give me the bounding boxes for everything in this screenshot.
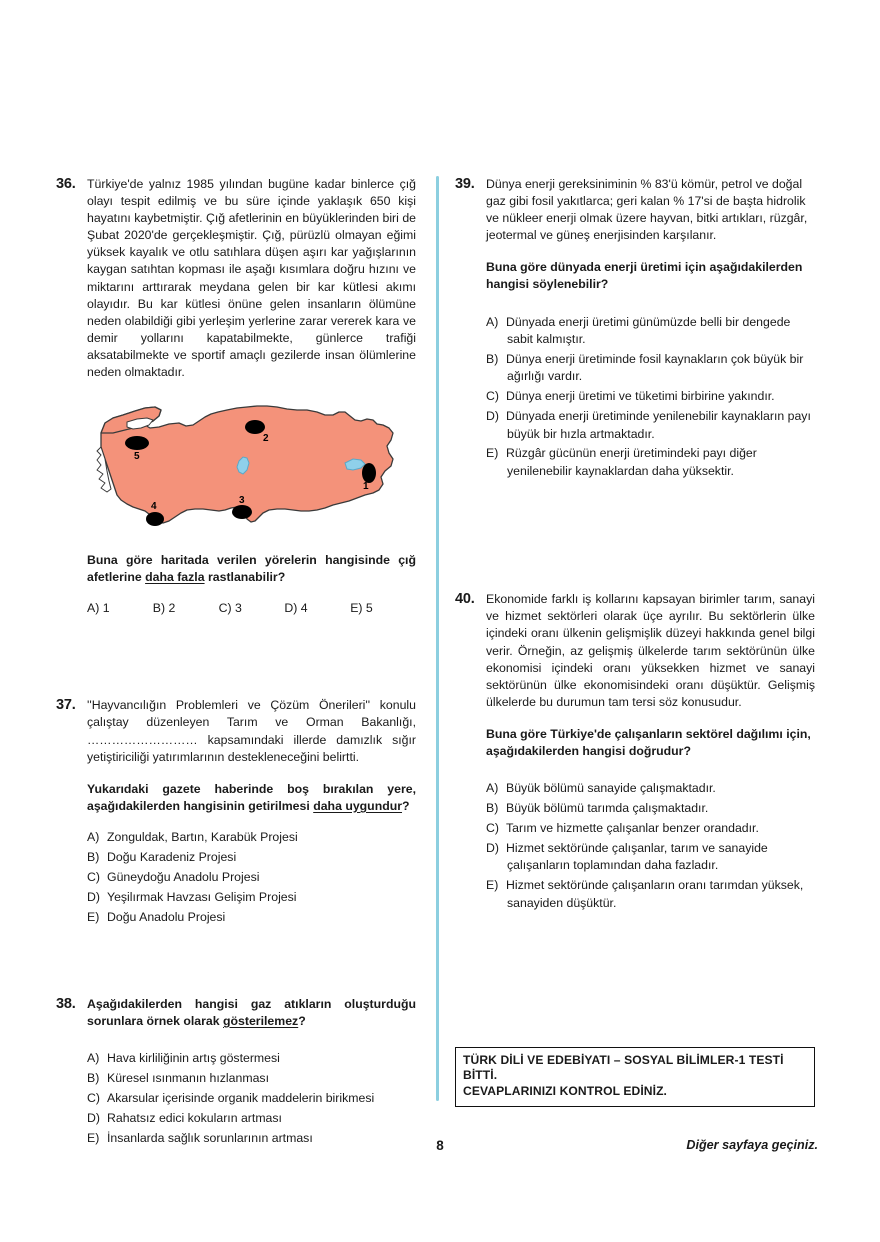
option-letter: C)	[486, 389, 499, 404]
option-item[interactable]	[486, 388, 815, 405]
option-letter: D)	[486, 840, 499, 855]
question-37-ask-after: ?	[402, 798, 410, 813]
question-40-ask: Buna göre Türkiye'de çalışanların sektörel dağılımı için, aşağıdakilerden hangisi doğrudur?	[486, 726, 811, 758]
option-text: Yeşilırmak Havzası Gelişim Projesi	[107, 889, 297, 904]
option-letter: C)	[486, 820, 499, 835]
question-37-ask-underline: daha uygundur	[313, 798, 403, 813]
option-item[interactable]	[486, 408, 815, 443]
question-39-stem: Dünya enerji gereksiniminin % 83'ü kömür, petrol ve doğal gaz gibi fosil yakıtlarca; geri kalan % 17'si de başta hidrolik ve nükleer enerji olmak üzere hayvan, bitki artıkları, rüzgâr, jeotermal ve güneş enerjisinden karşılanır.	[486, 177, 808, 243]
option-item[interactable]	[87, 829, 416, 846]
option-text: 3	[235, 601, 242, 616]
question-39	[455, 176, 815, 480]
option-text: Büyük bölümü tarımda çalışmaktadır.	[506, 800, 709, 815]
option-text: Hava kirliliğinin artış göstermesi	[107, 1051, 280, 1066]
option-text: Rahatsız edici kokuların artması	[107, 1110, 282, 1125]
option-text: Doğu Karadeniz Projesi	[107, 849, 237, 864]
notice-line-2: BİTTİ.	[463, 1068, 498, 1083]
left-column	[56, 176, 416, 1150]
option-item[interactable]	[87, 869, 416, 886]
question-38-number: 38.	[56, 995, 76, 1012]
option-letter: A)	[486, 314, 499, 329]
option-text: Rüzgâr gücünün enerji üretimindeki payı diğer yenilenebilir kaynaklardan daha yüksektir.	[506, 446, 757, 478]
option-letter: D)	[87, 889, 100, 904]
question-36-ask-before: Buna göre haritada verilen yörelerin hangisinde çığ afetlerine	[87, 553, 416, 585]
option-letter: E)	[87, 909, 100, 924]
question-38-ask-before: Aşağıdakilerden hangisi gaz atıkların oluşturduğu sorunlara örnek olarak	[87, 996, 416, 1028]
option-item[interactable]	[87, 909, 416, 926]
option-letter: B)	[152, 601, 166, 616]
question-38-ask-underline: gösterilemez	[223, 1014, 299, 1028]
question-38-ask-after: ?	[298, 1014, 306, 1028]
column-divider	[436, 176, 439, 1101]
question-36-stem: Türkiye'de yalnız 1985 yılından bugüne kadar binlerce çığ olayı tespit edilmiş ve bu süre içinde yaklaşık 650 kişi hayatını kaybetmiştir. Çığ afetlerinin en büyüklerinden biri de Şubat 2020'de gerçekleşmiştir. Çığ, pürüzlü olmayan eğimi yüksek kayalık ve otlu satıhlara düşen aşırı kar yağışlarının kaygan satıhtan kopması ile aşağı kısımlara doğru hızını ve miktarını arttırarak meydana gelen bir kar kütlesi akımı olayıdır. Bu kar kütlesi önüne gelen insanların ölümüne neden olabildiği gibi yerleşim yerlerine zarar vererek kara ve demir yollarını kapatabilmekte, günlerce trafiği aksatabilmekte ve sportif amaçlı gezilerde insan ölümlerine neden olmaktadır.	[87, 177, 416, 380]
map-marker-5	[125, 436, 149, 450]
option-letter: A)	[486, 781, 499, 796]
option-text: 1	[102, 601, 110, 616]
option-letter: B)	[87, 849, 100, 864]
option-item[interactable]	[87, 1110, 416, 1127]
option-item[interactable]	[486, 351, 815, 386]
question-37	[56, 697, 416, 926]
option-letter: A)	[87, 829, 100, 844]
option-text: Doğu Anadolu Projesi	[107, 909, 226, 924]
option-letter: B)	[87, 1071, 100, 1085]
question-38	[56, 996, 416, 1147]
question-39-ask: Buna göre dünyada enerji üretimi için aşağıdakilerden hangisi söylenebilir?	[486, 260, 803, 292]
option-letter: A)	[87, 1051, 100, 1066]
option-text: Küresel ısınmanın hızlanması	[107, 1071, 269, 1085]
question-36-options	[87, 601, 416, 615]
option-text: İnsanlarda sağlık sorunlarının artması	[107, 1130, 313, 1145]
question-36-ask-after: rastlanabilir?	[204, 570, 286, 585]
option-text: Hizmet sektöründe çalışanlar, tarım ve sanayide çalışanların toplamından daha fazladır.	[506, 840, 768, 873]
option-item[interactable]	[486, 840, 815, 875]
test-end-notice	[455, 1047, 815, 1107]
question-37-number: 37.	[56, 697, 76, 714]
question-37-ask	[87, 781, 416, 815]
option-item[interactable]	[87, 889, 416, 906]
option-letter: E)	[87, 1130, 100, 1145]
option-text: Akarsular içerisinde organik maddelerin birikmesi	[107, 1090, 375, 1105]
map-marker-2-label: 2	[263, 433, 269, 445]
page-number: 8	[436, 1138, 444, 1153]
option-item[interactable]	[486, 445, 815, 480]
option-row-item[interactable]	[284, 601, 350, 615]
option-text: 2	[168, 601, 176, 616]
option-item[interactable]	[87, 849, 416, 866]
question-36-ask-underline: daha fazla	[145, 570, 205, 585]
question-36-ask	[87, 552, 416, 586]
option-text: 4	[300, 601, 308, 616]
right-column	[455, 176, 815, 914]
question-36-number: 36.	[56, 176, 76, 192]
option-item[interactable]	[486, 877, 815, 912]
option-letter: C)	[218, 601, 232, 616]
option-letter: D)	[284, 601, 298, 616]
option-item[interactable]	[486, 314, 815, 349]
option-item[interactable]	[486, 780, 815, 797]
question-36	[56, 176, 416, 615]
map-marker-3-label: 3	[239, 495, 245, 507]
option-letter: C)	[87, 869, 100, 884]
map-marker-1-label: 1	[363, 481, 369, 493]
map-marker-2	[245, 420, 265, 434]
option-letter: A)	[87, 601, 100, 616]
option-letter: E)	[486, 446, 499, 461]
option-letter: E)	[486, 878, 499, 893]
question-38-ask	[87, 996, 416, 1030]
map-marker-5-label: 5	[134, 451, 140, 463]
option-text: Güneydoğu Anadolu Projesi	[107, 869, 260, 884]
turkey-map-figure	[87, 397, 407, 537]
question-40-stem: Ekonomide farklı iş kollarını kapsayan birimler tarım, sanayi ve hizmet sektörleri olarak üçe ayrılır. Bu sektörlerin ülke içindeki oranı ülkenin gelişmişlik düzeyi hakkında genel bilgi verir. Örneğin, az gelişmiş ülkelerde tarım sektörünün ülke ekonomisi içindeki oranı yüksekken hizmet ve sanayi sektörünün ülke ekonomisindeki oranı düşüktür. Gelişmiş ülkelerde bu durumun tam tersi söz konusudur.	[486, 592, 815, 709]
option-letter: E)	[350, 601, 363, 616]
option-text: Dünyada enerji üretimi günümüzde belli bir dengede sabit kalmıştır.	[506, 314, 791, 346]
question-39-options	[486, 314, 815, 481]
option-item[interactable]	[486, 820, 815, 837]
map-marker-3	[232, 505, 252, 519]
map-marker-4-label: 4	[151, 501, 157, 513]
turkey-map-svg	[87, 397, 407, 537]
option-text: Zonguldak, Bartın, Karabük Projesi	[107, 829, 298, 844]
next-page-note: Diğer sayfaya geçiniz.	[686, 1138, 818, 1152]
option-letter: B)	[486, 800, 499, 815]
option-text: Tarım ve hizmette çalışanlar benzer orandadır.	[506, 820, 759, 835]
option-text: Büyük bölümü sanayide çalışmaktadır.	[506, 781, 716, 796]
option-text: Dünya enerji üretimi ve tüketimi birbirine yakındır.	[506, 389, 775, 404]
option-row-item[interactable]	[350, 601, 416, 615]
map-marker-4	[146, 512, 164, 526]
option-item[interactable]	[486, 800, 815, 817]
option-item[interactable]	[87, 1070, 416, 1087]
question-37-options	[87, 829, 416, 926]
notice-line-1: TÜRK DİLİ VE EDEBİYATI – SOSYAL BİLİMLER-1 TESTİ	[463, 1053, 784, 1067]
question-38-options	[87, 1050, 416, 1147]
option-item[interactable]	[87, 1090, 416, 1107]
option-letter: B)	[486, 351, 499, 366]
notice-line-3: CEVAPLARINIZI KONTROL EDİNİZ.	[463, 1083, 668, 1098]
option-letter: C)	[87, 1090, 100, 1105]
question-37-ask-before: Yukarıdaki gazete haberinde boş bırakılan yere, aşağıdakilerden hangisinin getirilmesi	[87, 781, 416, 813]
map-marker-1	[362, 463, 376, 483]
option-text: Dünya enerji üretiminde fosil kaynakların çok büyük bir ağırlığı vardır.	[506, 351, 804, 384]
question-39-number: 39.	[455, 176, 475, 192]
option-item[interactable]	[87, 1050, 416, 1067]
question-37-stem: ''Hayvancılığın Problemleri ve Çözüm Önerileri'' konulu çalıştay düzenleyen Tarım ve Orman Bakanlığı, ……………………… kapsamındaki illerde damızlık sığır yetiştiriciliği yatırımlarının destekleneceğini belirtti.	[87, 698, 416, 764]
question-40-number: 40.	[455, 591, 475, 608]
option-text: Hizmet sektöründe çalışanların oranı tarımdan yüksek, sanayiden düşüktür.	[506, 878, 804, 910]
question-40	[455, 591, 815, 912]
question-40-options	[486, 780, 815, 912]
option-row-item[interactable]	[219, 601, 285, 615]
option-letter: D)	[87, 1110, 100, 1125]
option-row-item[interactable]	[87, 601, 153, 615]
option-letter: D)	[486, 409, 499, 424]
option-text: Dünyada enerji üretiminde yenilenebilir kaynakların payı büyük bir hızla artmaktadır.	[506, 409, 811, 441]
option-row-item[interactable]	[153, 601, 219, 615]
option-text: 5	[365, 601, 373, 616]
